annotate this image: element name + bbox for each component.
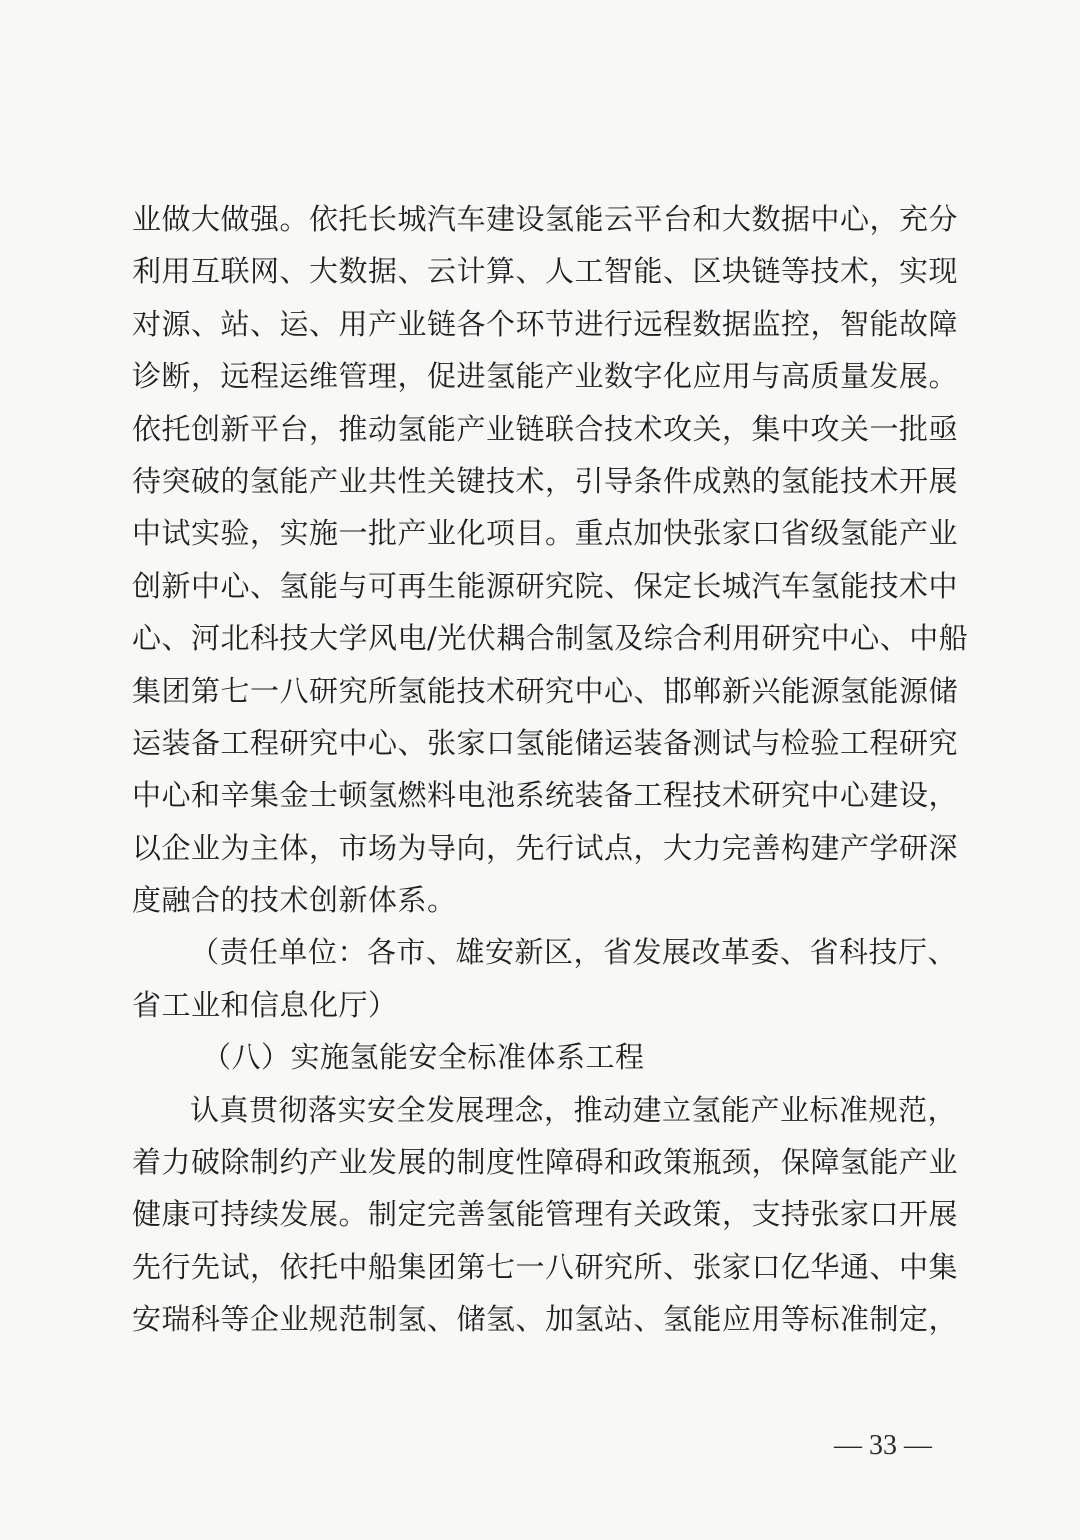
section-heading: （八）实施氢能安全标准体系工程 <box>202 1040 645 1075</box>
text-line: 利用互联网、大数据、云计算、人工智能、区块链等技术，实现 <box>132 254 959 289</box>
text-line: 运装备工程研究中心、张家口氢能储运装备测试与检验工程研究 <box>132 725 959 760</box>
text-line: 对源、站、运、用产业链各个环节进行远程数据监控，智能故障 <box>132 306 959 341</box>
text-line: 诊断，远程运维管理，促进氢能产业数字化应用与高质量发展。 <box>132 359 959 394</box>
text-line: 度融合的技术创新体系。 <box>132 883 457 918</box>
text-line: 中心和辛集金士顿氢燃料电池系统装备工程技术研究中心建设， <box>132 778 959 813</box>
text-line: 集团第七一八研究所氢能技术研究中心、邯郸新兴能源氢能源储 <box>132 673 959 708</box>
text-line: 创新中心、氢能与可再生能源研究院、保定长城汽车氢能技术中 <box>132 568 959 603</box>
text-line: 中试实验，实施一批产业化项目。重点加快张家口省级氢能产业 <box>132 516 959 551</box>
page-number: — 33 — <box>834 1430 932 1461</box>
text-line: 以企业为主体，市场为导向，先行试点，大力完善构建产学研深 <box>132 830 959 865</box>
responsibility-note: （责任单位：各市、雄安新区，省发展改革委、省科技厅、 <box>190 935 958 970</box>
text-line: 依托创新平台，推动氢能产业链联合技术攻关，集中攻关一批亟 <box>132 411 959 446</box>
text-line: 业做大做强。依托长城汽车建设氢能云平台和大数据中心，充分 <box>132 202 959 236</box>
text-line: 待突破的氢能产业共性关键技术，引导条件成熟的氢能技术开展 <box>132 463 959 498</box>
text-line: 健康可持续发展。制定完善氢能管理有关政策，支持张家口开展 <box>132 1197 959 1232</box>
responsibility-note-continuation: 省工业和信息化厅） <box>132 987 398 1022</box>
text-line: 心、河北科技大学风电/光伏耦合制氢及综合利用研究中心、中船 <box>132 621 969 656</box>
text-line: 安瑞科等企业规范制氢、储氢、加氢站、氢能应用等标准制定， <box>132 1302 959 1337</box>
text-line: 着力破除制约产业发展的制度性障碍和政策瓶颈，保障氢能产业 <box>132 1145 959 1180</box>
body-text <box>132 193 969 1346</box>
text-line: 先行先试，依托中船集团第七一八研究所、张家口亿华通、中集 <box>132 1249 959 1284</box>
paragraph-start: 认真贯彻落实安全发展理念，推动建立氢能产业标准规范， <box>190 1092 958 1127</box>
